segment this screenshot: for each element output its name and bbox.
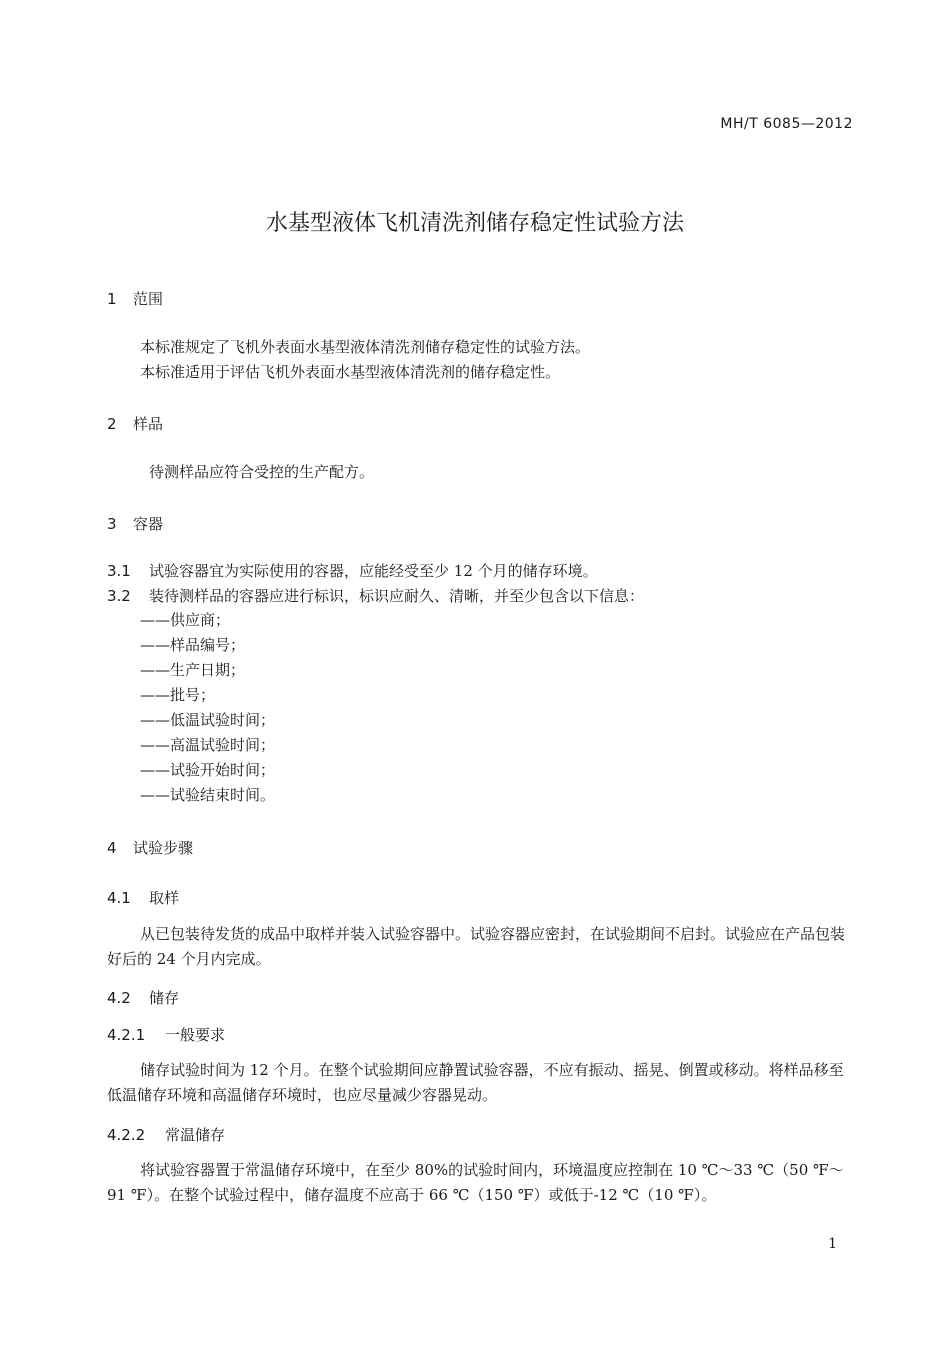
section-1-paragraph-1: 本标准规定了飞机外表面水基型液体清洗剂储存稳定性的试验方法。 — [140, 338, 591, 356]
clause-3-2 — [107, 585, 644, 606]
subsection-number: 4.2 — [107, 989, 131, 1007]
section-number: 4 — [107, 839, 117, 857]
clause-text: 试验容器宜为实际使用的容器，应能经受至少 12 个月的储存环境。 — [149, 562, 598, 580]
clause-3-1 — [107, 560, 598, 581]
container-label-list — [140, 608, 275, 808]
list-item: ——高温试验时间； — [140, 736, 276, 754]
subsection-4-2-2-paragraph: 将试验容器置于常温储存环境中，在至少 80%的试验时间内，环境温度应控制在 10 ℃～33 ℃（50 ℉～91 ℉）。在整个试验过程中，储存温度不应高于 66 ℃（150 ℉）或低于-12 ℃（10 ℉）。 — [107, 1161, 844, 1204]
subsection-4-2-heading — [107, 987, 179, 1008]
section-title: 试验步骤 — [133, 839, 194, 857]
list-item: ——低温试验时间； — [140, 711, 276, 729]
subsection-number: 4.2.1 — [107, 1026, 146, 1044]
list-item: ——样品编号； — [140, 636, 246, 654]
clause-number: 3.2 — [107, 587, 131, 605]
subsection-4-2-2-heading — [107, 1124, 225, 1145]
subsection-number: 4.2.2 — [107, 1126, 146, 1144]
section-number: 2 — [107, 415, 117, 433]
standard-code: MH/T 6085—2012 — [720, 116, 853, 132]
list-item: ——试验开始时间； — [140, 761, 276, 779]
subsection-4-1-paragraph: 从已包装待发货的成品中取样并装入试验容器中。试验容器应密封，在试验期间不启封。试验应在产品包装好后的 24 个月内完成。 — [107, 925, 846, 968]
subsection-number: 4.1 — [107, 889, 131, 907]
section-1-paragraph-2: 本标准适用于评估飞机外表面水基型液体清洗剂的储存稳定性。 — [140, 363, 561, 381]
section-title: 范围 — [133, 290, 164, 308]
subsection-title: 一般要求 — [165, 1026, 226, 1044]
subsection-title: 取样 — [149, 889, 180, 907]
list-item: ——供应商； — [140, 611, 231, 629]
subsection-title: 常温储存 — [165, 1126, 226, 1144]
subsection-title: 储存 — [149, 989, 180, 1007]
page-number: 1 — [828, 1236, 837, 1252]
clause-number: 3.1 — [107, 562, 131, 580]
section-title: 容器 — [133, 515, 164, 533]
section-number: 1 — [107, 290, 117, 308]
subsection-4-1-heading — [107, 887, 179, 908]
subsection-4-2-1-heading — [107, 1024, 225, 1045]
section-1-heading — [107, 288, 163, 309]
list-item: ——批号； — [140, 686, 216, 704]
section-3-heading — [107, 513, 163, 534]
document-title: 水基型液体飞机清洗剂储存稳定性试验方法 — [265, 211, 684, 236]
list-item: ——生产日期； — [140, 661, 246, 679]
section-4-heading — [107, 837, 193, 858]
list-item: ——试验结束时间。 — [140, 786, 276, 804]
clause-text: 装待测样品的容器应进行标识，标识应耐久、清晰，并至少包含以下信息： — [149, 587, 645, 605]
section-number: 3 — [107, 515, 117, 533]
section-title: 样品 — [133, 415, 164, 433]
section-2-heading — [107, 413, 163, 434]
section-2-paragraph: 待测样品应符合受控的生产配方。 — [149, 463, 375, 481]
subsection-4-2-1-paragraph: 储存试验时间为 12 个月。在整个试验期间应静置试验容器，不应有振动、摇晃、倒置或移动。将样品移至低温储存环境和高温储存环境时，也应尽量减少容器晃动。 — [107, 1061, 844, 1104]
